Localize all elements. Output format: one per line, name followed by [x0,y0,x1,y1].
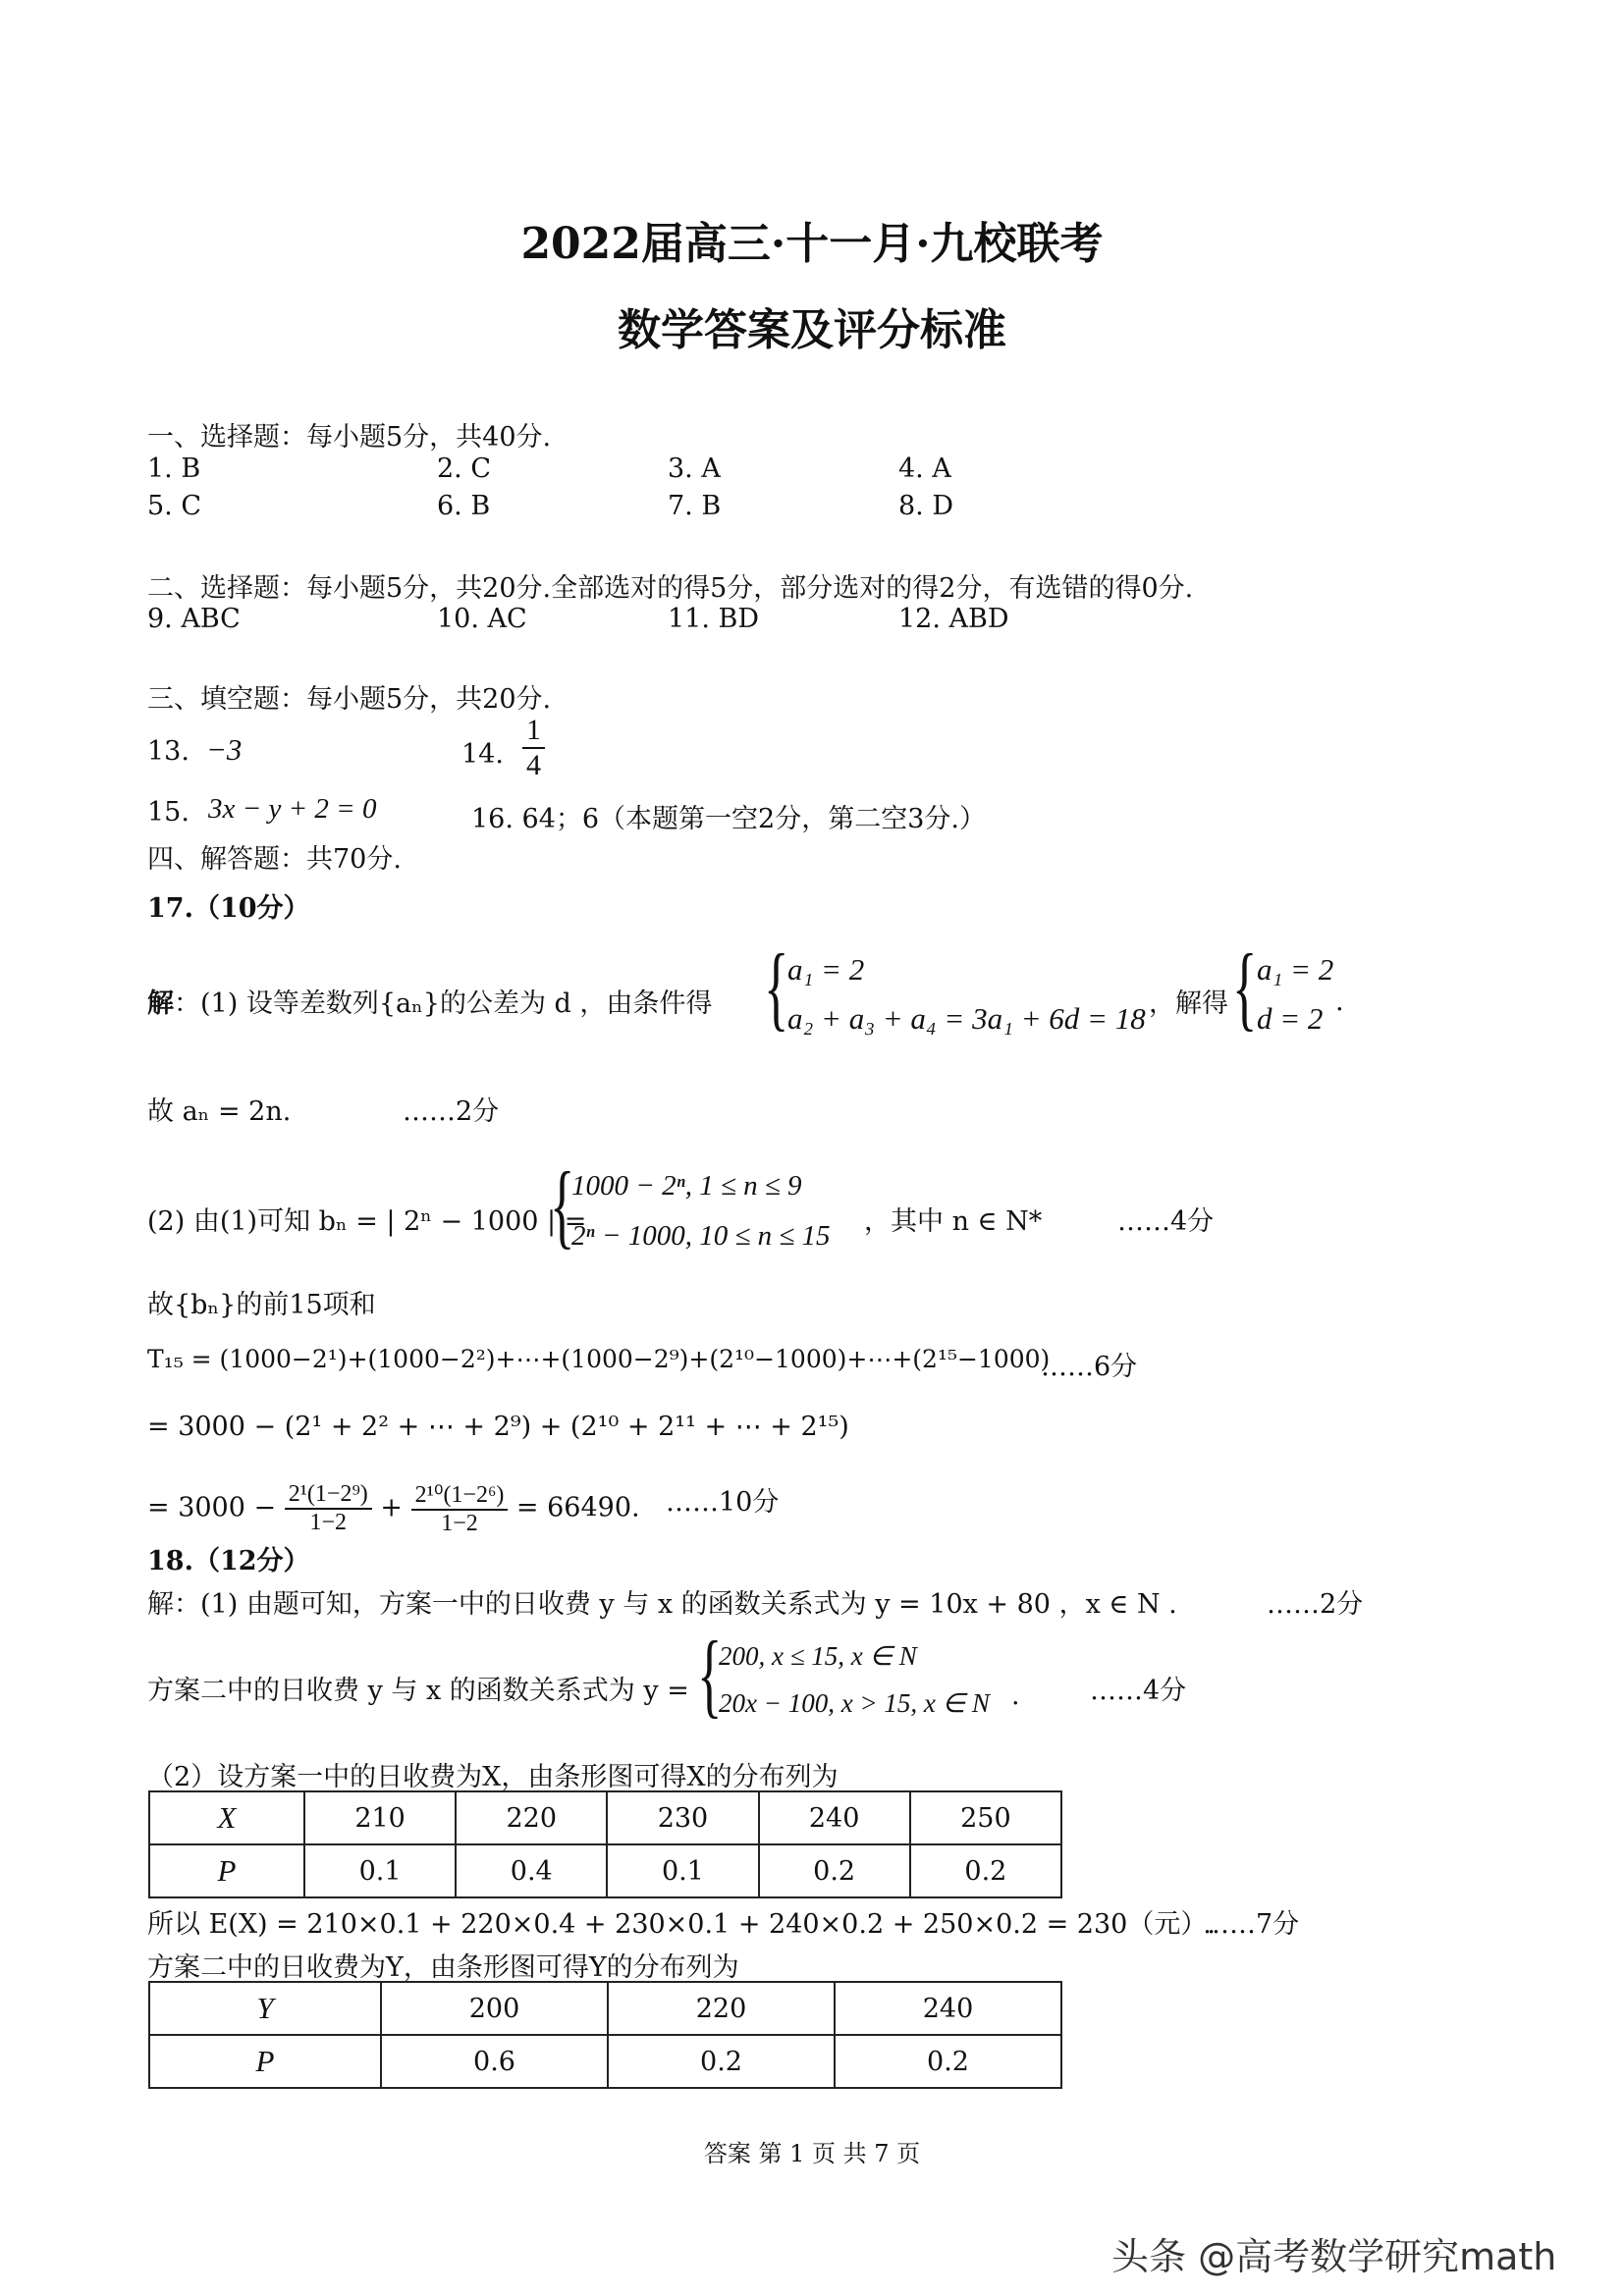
q13-label: 13. [147,736,189,767]
piecewise-brace: { [550,1152,575,1257]
table-cell: 200 [381,1982,608,2035]
answer-11: 11. BD [668,604,760,634]
q17-part1 [147,982,712,1020]
answer-1: 1. B [147,454,201,484]
q15-answer: 3x − y + 2 = 0 [208,793,377,825]
q18-score3: ……7分 [1203,1909,1300,1940]
page-subtitle: 数学答案及评分标准 [618,305,1006,355]
table-cell: 0.4 [456,1844,607,1897]
plus-sign: + [380,1492,404,1523]
table-cell: 250 [910,1791,1061,1844]
table-cell: 240 [759,1791,910,1844]
q17-conclusion: 故 aₙ = 2n. [147,1096,292,1127]
table-cell: 0.1 [304,1844,456,1897]
q18-score1: ……2分 [1267,1589,1364,1620]
system2-line1: a₁ = 2 [1257,952,1334,987]
table-row [149,2035,1061,2088]
q18-expectation: 所以 E(X) = 210×0.1 + 220×0.4 + 230×0.1 + 240×0.2 + 250×0.2 = 230（元）. [147,1909,1216,1940]
solution-label: 解 [147,988,174,1019]
step3-prefix: = 3000 − [147,1492,277,1523]
q17-step3 [147,1480,640,1537]
answer-8: 8. D [898,491,953,521]
q17-sum-intro: 故{bₙ}的前15项和 [147,1290,376,1320]
fraction-1-denominator: 1−2 [309,1510,348,1535]
q17-score3: ……6分 [1041,1352,1138,1382]
system2-dot: . [1335,987,1344,1017]
q18-title: 18.（12分） [147,1546,310,1576]
q17-t15-expansion: T₁₅ = (1000−2¹)+(1000−2²)+⋯+(1000−2⁹)+(2¹⁰−1000)+⋯+(2¹⁵−1000) [147,1345,1051,1373]
table-cell: 240 [835,1982,1061,2035]
q17-solve-text: ，解得 [1149,988,1228,1019]
answer-3: 3. A [668,454,721,484]
fraction-1-numerator: 2¹(1−2⁹) [285,1481,372,1510]
fraction-2-denominator: 1−2 [441,1511,478,1536]
fraction-2-numerator: 2¹⁰(1−2⁶) [411,1480,509,1511]
answer-10: 10. AC [437,604,527,634]
table-cell: 210 [304,1791,456,1844]
q14-fraction [522,714,545,782]
q14-label: 14. [461,739,504,770]
table-cell: P [149,1844,304,1897]
piecewise-line2: 2ⁿ − 1000, 10 ≤ n ≤ 15 [571,1220,831,1252]
answer-6: 6. B [437,491,491,521]
q18-piece2: 20x − 100, x > 15, x ∈ N [719,1688,990,1718]
answer-2: 2. C [437,454,492,484]
q13-answer: −3 [206,732,243,767]
q17-score2: ……4分 [1117,1206,1215,1237]
fraction-2 [411,1480,509,1537]
q18-line1: 解：(1) 由题可知，方案一中的日收费 y 与 x 的函数关系式为 y = 10x + 80 ，x ∈ N . [147,1589,1177,1620]
q18-score2: ……4分 [1090,1676,1187,1706]
distribution-table-y [148,1981,1062,2089]
q18-piecewise-brace: { [697,1622,723,1727]
system2-line2: d = 2 [1257,1001,1324,1036]
section2-heading: 二、选择题：每小题5分，共20分.全部选对的得5分，部分选对的得2分，有选错的得0分. [147,573,1194,604]
q17-part1-text: ：(1) 设等差数列{aₙ}的公差为 d ，由条件得 [174,988,713,1019]
q18-dot: . [1011,1681,1020,1711]
table-cell: 220 [456,1791,607,1844]
q18-piece1: 200, x ≤ 15, x ∈ N [719,1641,917,1671]
fraction-1 [285,1481,372,1536]
system1-line2: a₂ + a₃ + a₄ = 3a₁ + 6d = 18 [787,1001,1146,1036]
table-cell: 0.2 [608,2035,835,2088]
section4-heading: 四、解答题：共70分. [147,844,402,875]
answer-7: 7. B [668,491,722,521]
q17-title: 17.（10分） [147,893,310,924]
table-row [149,1844,1061,1897]
q17-score4: ……10分 [666,1487,780,1518]
watermark: 头条 @高考数学研究math [1111,2235,1557,2278]
piecewise-line1: 1000 − 2ⁿ, 1 ≤ n ≤ 9 [571,1170,802,1201]
piecewise-condition: ，其中 n ∈ N* [864,1206,1043,1237]
answer-4: 4. A [898,454,951,484]
q18-part2-intro: （2）设方案一中的日收费为X，由条形图可得X的分布列为 [147,1762,839,1792]
table-cell: 220 [608,1982,835,2035]
q17-step2: = 3000 − (2¹ + 2² + ⋯ + 2⁹) + (2¹⁰ + 2¹¹ + ⋯ + 2¹⁵) [147,1412,849,1442]
table-cell: 0.1 [607,1844,758,1897]
table-cell: 230 [607,1791,758,1844]
q15-label: 15. [147,797,189,828]
q16-answer: 16. 64；6（本题第一空2分，第二空3分.） [471,804,986,834]
table-cell: 0.2 [835,2035,1061,2088]
q18-line2: 方案二中的日收费 y 与 x 的函数关系式为 y = [147,1676,689,1706]
answer-9: 9. ABC [147,604,241,634]
step3-suffix: = 66490. [515,1492,640,1523]
system1-line1: a₁ = 2 [787,952,865,987]
table-cell: P [149,2035,381,2088]
system1-brace: { [764,934,789,1040]
q14-denominator: 4 [526,749,541,781]
table-row [149,1791,1061,1844]
section3-heading: 三、填空题：每小题5分，共20分. [147,684,552,715]
system2-brace: { [1232,934,1258,1040]
table-cell: 0.6 [381,2035,608,2088]
answer-5: 5. C [147,491,202,521]
table-cell: 0.2 [759,1844,910,1897]
q18-plan2-intro: 方案二中的日收费为Y，由条形图可得Y的分布列为 [147,1952,739,1983]
q17-score1: ……2分 [403,1096,500,1127]
table-cell: Y [149,1982,381,2035]
section1-heading: 一、选择题：每小题5分，共40分. [147,422,552,453]
table-row [149,1982,1061,2035]
answer-12: 12. ABD [898,604,1009,634]
q17-part2: (2) 由(1)可知 bₙ = | 2ⁿ − 1000 | = [147,1206,587,1237]
table-cell: 0.2 [910,1844,1061,1897]
distribution-table-x [148,1790,1062,1898]
q14-numerator: 1 [522,714,545,749]
page-title: 2022届高三·十一月·九校联考 [520,219,1104,269]
page-footer: 答案 第 1 页 共 7 页 [703,2140,921,2167]
table-cell: X [149,1791,304,1844]
